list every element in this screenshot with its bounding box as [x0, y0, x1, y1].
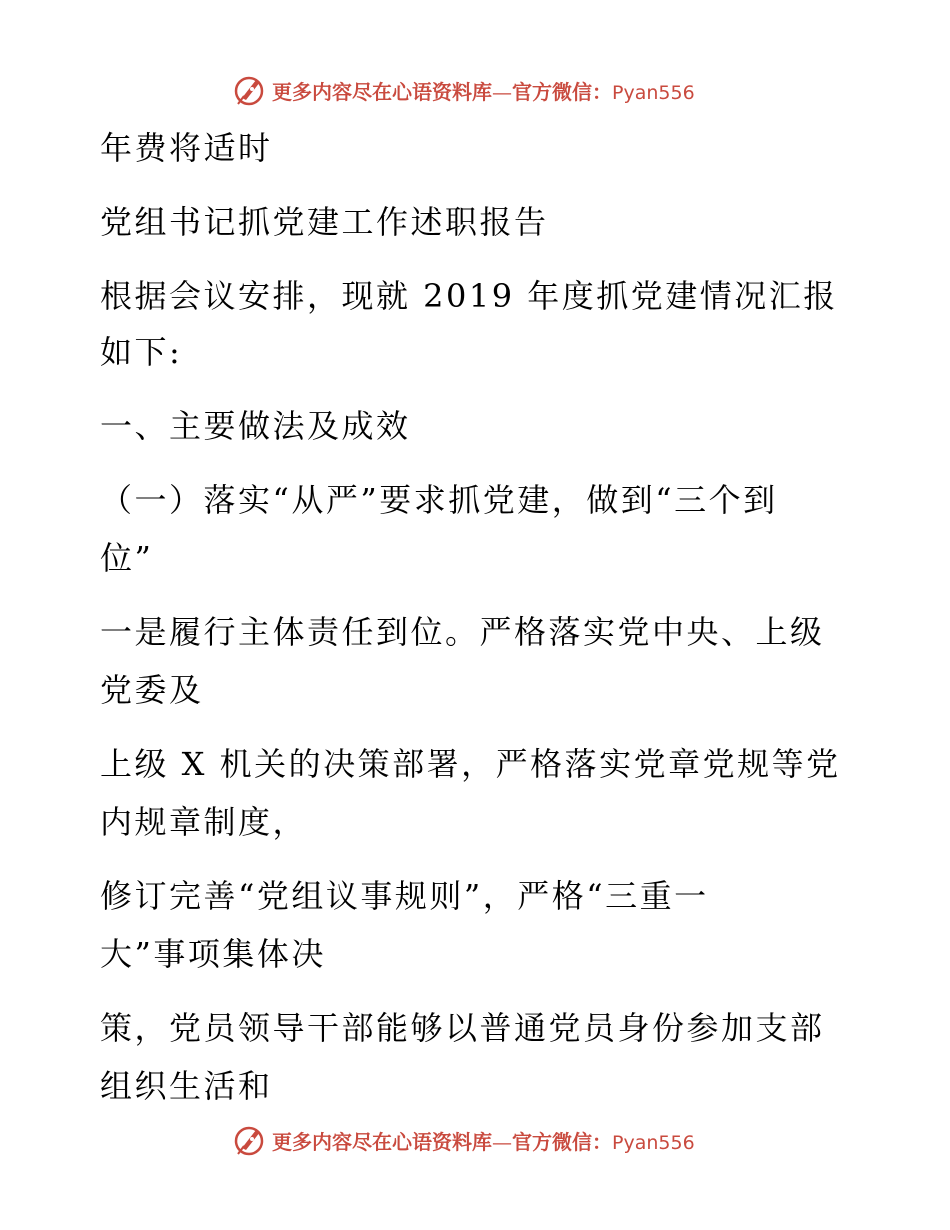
- doc-line-10: 上级 X 机关的决策部署，严格落实党章党规等党: [100, 745, 841, 783]
- watermark-dash: —: [492, 1129, 512, 1154]
- doc-line-1: 年费将适时: [100, 129, 273, 167]
- section-heading-1: 一、主要做法及成效: [100, 407, 411, 445]
- doc-line-8: 一是履行主体责任到位。严格落实党中央、上级: [100, 613, 825, 651]
- doc-line-13: 大”事项集体决: [100, 935, 326, 973]
- watermark-wechat-id: Pyan556: [612, 1131, 695, 1154]
- quill-pen-logo-icon: [232, 1122, 268, 1158]
- doc-line-3: 根据会议安排，现就 2019 年度抓党建情况汇报: [100, 277, 838, 315]
- subsection-heading-1: （一）落实“从严”要求抓党建，做到“三个到: [100, 481, 778, 519]
- doc-line-14: 策，党员领导干部能够以普通党员身份参加支部: [100, 1009, 825, 1047]
- watermark-text: [272, 76, 695, 105]
- watermark-wechat-label: 官方微信：: [512, 79, 612, 104]
- watermark-cn-text: 更多内容尽在心语资料库: [272, 79, 492, 104]
- doc-line-7: 位”: [100, 539, 154, 577]
- header-watermark: [232, 72, 695, 108]
- doc-title: 党组书记抓党建工作述职报告: [100, 203, 549, 241]
- quill-pen-logo-icon: [232, 72, 268, 108]
- doc-line-12: 修订完善“党组议事规则”，严格“三重一: [100, 877, 709, 915]
- footer-watermark: [232, 1122, 695, 1158]
- watermark-wechat-label: 官方微信：: [512, 1129, 612, 1154]
- doc-line-9: 党委及: [100, 671, 204, 709]
- doc-line-4: 如下:: [100, 333, 183, 371]
- doc-line-11: 内规章制度，: [100, 803, 308, 841]
- watermark-wechat-id: Pyan556: [612, 81, 695, 104]
- watermark-text: [272, 1126, 695, 1155]
- watermark-dash: —: [492, 79, 512, 104]
- watermark-cn-text: 更多内容尽在心语资料库: [272, 1129, 492, 1154]
- doc-line-15: 组织生活和: [100, 1067, 273, 1105]
